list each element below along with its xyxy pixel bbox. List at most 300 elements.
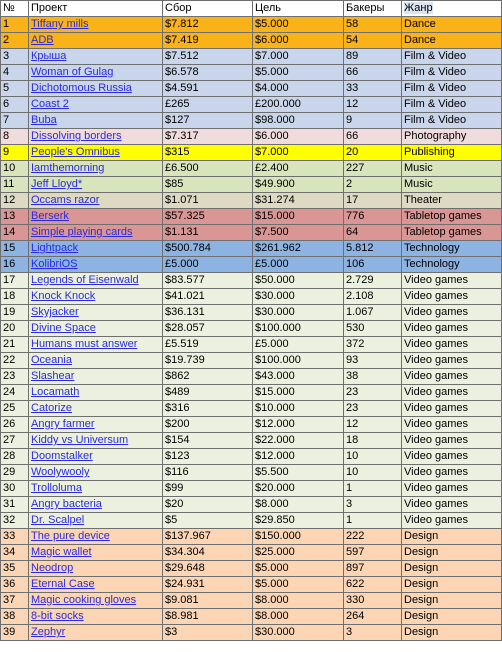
cell-project[interactable] [29, 113, 163, 129]
cell-genre[interactable]: Video games [402, 449, 502, 465]
cell-num[interactable]: 21 [1, 337, 29, 353]
cell-num[interactable]: 31 [1, 497, 29, 513]
cell-backers[interactable]: 9 [344, 113, 402, 129]
project-link[interactable]: Locamath [31, 386, 80, 398]
cell-genre[interactable]: Photography [402, 129, 502, 145]
cell-backers[interactable]: 12 [344, 417, 402, 433]
cell-num[interactable]: 27 [1, 433, 29, 449]
project-link[interactable]: Zephyr [31, 626, 66, 638]
cell-goal[interactable]: $25.000 [253, 545, 344, 561]
project-link[interactable]: Eternal Case [31, 578, 95, 590]
cell-collected[interactable]: $85 [163, 177, 253, 193]
cell-collected[interactable]: $6.578 [163, 65, 253, 81]
cell-goal[interactable]: £5.000 [253, 337, 344, 353]
cell-goal[interactable]: $15.000 [253, 209, 344, 225]
cell-goal[interactable]: $49.900 [253, 177, 344, 193]
cell-collected[interactable]: $20 [163, 497, 253, 513]
cell-goal[interactable]: $7.000 [253, 145, 344, 161]
cell-project[interactable] [29, 465, 163, 481]
cell-backers[interactable]: 2.729 [344, 273, 402, 289]
cell-project[interactable] [29, 449, 163, 465]
cell-collected[interactable]: $200 [163, 417, 253, 433]
cell-project[interactable] [29, 273, 163, 289]
cell-project[interactable] [29, 49, 163, 65]
cell-genre[interactable]: Technology [402, 257, 502, 273]
cell-goal[interactable]: $5.000 [253, 561, 344, 577]
cell-backers[interactable]: 18 [344, 433, 402, 449]
cell-goal[interactable]: $30.000 [253, 289, 344, 305]
cell-collected[interactable]: $1.071 [163, 193, 253, 209]
cell-genre[interactable]: Video games [402, 369, 502, 385]
cell-project[interactable] [29, 401, 163, 417]
cell-project[interactable] [29, 545, 163, 561]
cell-goal[interactable]: $43.000 [253, 369, 344, 385]
project-link[interactable]: Dr. Scalpel [31, 514, 85, 526]
cell-goal[interactable]: $20.000 [253, 481, 344, 497]
cell-goal[interactable]: $12.000 [253, 417, 344, 433]
cell-num[interactable]: 39 [1, 625, 29, 641]
project-link[interactable]: Doomstalker [31, 450, 93, 462]
cell-collected[interactable]: $123 [163, 449, 253, 465]
cell-collected[interactable]: $4.591 [163, 81, 253, 97]
cell-genre[interactable]: Film & Video [402, 65, 502, 81]
cell-genre[interactable]: Video games [402, 481, 502, 497]
cell-collected[interactable]: $41.021 [163, 289, 253, 305]
cell-collected[interactable]: £265 [163, 97, 253, 113]
project-link[interactable]: Dissolving borders [31, 130, 122, 142]
header-num[interactable]: № [1, 1, 29, 17]
table-row [1, 81, 502, 97]
cell-num[interactable]: 38 [1, 609, 29, 625]
header-goal[interactable]: Цель [253, 1, 344, 17]
cell-project[interactable] [29, 593, 163, 609]
cell-project[interactable] [29, 17, 163, 33]
project-link[interactable]: Simple playing cards [31, 226, 133, 238]
project-link[interactable]: Occams razor [31, 194, 100, 206]
cell-genre[interactable]: Design [402, 529, 502, 545]
cell-backers[interactable]: 530 [344, 321, 402, 337]
cell-project[interactable] [29, 337, 163, 353]
project-link[interactable]: Berserk [31, 210, 69, 222]
cell-goal[interactable]: $10.000 [253, 401, 344, 417]
cell-backers[interactable]: 227 [344, 161, 402, 177]
cell-collected[interactable]: $489 [163, 385, 253, 401]
cell-project[interactable] [29, 481, 163, 497]
cell-num[interactable]: 16 [1, 257, 29, 273]
project-link[interactable]: Dichotomous Russia [31, 82, 132, 94]
cell-project[interactable] [29, 353, 163, 369]
cell-backers[interactable]: 1.067 [344, 305, 402, 321]
cell-collected[interactable]: $36.131 [163, 305, 253, 321]
cell-backers[interactable]: 93 [344, 353, 402, 369]
cell-goal[interactable]: $8.000 [253, 497, 344, 513]
cell-num[interactable]: 4 [1, 65, 29, 81]
cell-backers[interactable]: 776 [344, 209, 402, 225]
cell-genre[interactable]: Video games [402, 513, 502, 529]
cell-collected[interactable]: $7.317 [163, 129, 253, 145]
cell-project[interactable] [29, 65, 163, 81]
cell-num[interactable]: 23 [1, 369, 29, 385]
cell-num[interactable]: 25 [1, 401, 29, 417]
cell-collected[interactable]: $127 [163, 113, 253, 129]
cell-goal[interactable]: $98.000 [253, 113, 344, 129]
table-row [1, 529, 502, 545]
cell-project[interactable] [29, 257, 163, 273]
cell-backers[interactable]: 372 [344, 337, 402, 353]
cell-goal[interactable]: $7.000 [253, 49, 344, 65]
cell-goal[interactable]: $5.000 [253, 577, 344, 593]
cell-genre[interactable]: Video games [402, 353, 502, 369]
project-link[interactable]: Neodrop [31, 562, 74, 574]
cell-num[interactable]: 17 [1, 273, 29, 289]
cell-num[interactable]: 10 [1, 161, 29, 177]
cell-genre[interactable]: Music [402, 177, 502, 193]
cell-genre[interactable]: Video games [402, 465, 502, 481]
project-link[interactable]: Magic cooking gloves [31, 594, 137, 606]
cell-project[interactable] [29, 577, 163, 593]
cell-num[interactable]: 29 [1, 465, 29, 481]
project-link[interactable]: Iamthemorning [31, 162, 105, 174]
cell-backers[interactable]: 17 [344, 193, 402, 209]
cell-goal[interactable]: $30.000 [253, 625, 344, 641]
cell-project[interactable] [29, 625, 163, 641]
cell-backers[interactable]: 64 [344, 225, 402, 241]
cell-goal[interactable]: £200.000 [253, 97, 344, 113]
table-row [1, 433, 502, 449]
cell-num[interactable]: 18 [1, 289, 29, 305]
cell-backers[interactable]: 23 [344, 401, 402, 417]
cell-num[interactable]: 32 [1, 513, 29, 529]
project-link[interactable]: Kiddy vs Universum [31, 434, 129, 446]
cell-backers[interactable]: 58 [344, 17, 402, 33]
cell-num[interactable]: 33 [1, 529, 29, 545]
cell-goal[interactable]: $5.000 [253, 65, 344, 81]
cell-genre[interactable]: Video games [402, 401, 502, 417]
cell-project[interactable] [29, 385, 163, 401]
cell-backers[interactable]: 5.812 [344, 241, 402, 257]
cell-goal[interactable]: $5.000 [253, 17, 344, 33]
cell-genre[interactable]: Film & Video [402, 97, 502, 113]
cell-genre[interactable]: Video games [402, 273, 502, 289]
cell-collected[interactable]: $7.812 [163, 17, 253, 33]
project-link[interactable]: Angry farmer [31, 418, 95, 430]
cell-num[interactable]: 19 [1, 305, 29, 321]
cell-goal[interactable]: $6.000 [253, 33, 344, 49]
cell-genre[interactable]: Video games [402, 385, 502, 401]
project-link[interactable]: Tiffany mills [31, 18, 89, 30]
cell-num[interactable]: 34 [1, 545, 29, 561]
cell-genre[interactable]: Video games [402, 321, 502, 337]
cell-backers[interactable]: 3 [344, 497, 402, 513]
table-row [1, 33, 502, 49]
project-link[interactable]: Knock Knock [31, 290, 96, 302]
cell-num[interactable]: 5 [1, 81, 29, 97]
cell-project[interactable] [29, 513, 163, 529]
cell-collected[interactable]: $19.739 [163, 353, 253, 369]
project-link[interactable]: Skyjacker [31, 306, 79, 318]
cell-backers[interactable]: 264 [344, 609, 402, 625]
cell-goal[interactable]: $150.000 [253, 529, 344, 545]
cell-backers[interactable]: 10 [344, 465, 402, 481]
project-link[interactable]: 8-bit socks [31, 610, 84, 622]
cell-num[interactable]: 3 [1, 49, 29, 65]
cell-num[interactable]: 8 [1, 129, 29, 145]
cell-project[interactable] [29, 609, 163, 625]
cell-backers[interactable]: 33 [344, 81, 402, 97]
cell-project[interactable] [29, 417, 163, 433]
cell-collected[interactable]: $1.131 [163, 225, 253, 241]
cell-goal[interactable]: $30.000 [253, 305, 344, 321]
project-link[interactable]: Slashear [31, 370, 75, 382]
cell-collected[interactable]: $34.304 [163, 545, 253, 561]
cell-num[interactable]: 11 [1, 177, 29, 193]
cell-project[interactable] [29, 561, 163, 577]
cell-num[interactable]: 15 [1, 241, 29, 257]
cell-backers[interactable]: 1 [344, 513, 402, 529]
cell-genre[interactable]: Design [402, 561, 502, 577]
cell-genre[interactable]: Tabletop games [402, 225, 502, 241]
cell-num[interactable]: 36 [1, 577, 29, 593]
cell-goal[interactable]: $4.000 [253, 81, 344, 97]
cell-backers[interactable]: 23 [344, 385, 402, 401]
cell-goal[interactable]: $29.850 [253, 513, 344, 529]
cell-backers[interactable]: 66 [344, 65, 402, 81]
cell-genre[interactable]: Dance [402, 33, 502, 49]
cell-collected[interactable]: $137.967 [163, 529, 253, 545]
cell-genre[interactable]: Design [402, 577, 502, 593]
cell-genre[interactable]: Theater [402, 193, 502, 209]
cell-goal[interactable]: $15.000 [253, 385, 344, 401]
cell-collected[interactable]: £6.500 [163, 161, 253, 177]
table-row [1, 209, 502, 225]
table-row [1, 145, 502, 161]
cell-num[interactable]: 13 [1, 209, 29, 225]
cell-genre[interactable]: Design [402, 625, 502, 641]
cell-genre[interactable]: Video games [402, 417, 502, 433]
cell-project[interactable] [29, 305, 163, 321]
cell-genre[interactable]: Design [402, 593, 502, 609]
cell-collected[interactable]: $862 [163, 369, 253, 385]
cell-genre[interactable]: Video games [402, 305, 502, 321]
project-link[interactable]: ADB [31, 34, 54, 46]
cell-backers[interactable]: 897 [344, 561, 402, 577]
header-backers[interactable]: Бакеры [344, 1, 402, 17]
table-row [1, 17, 502, 33]
cell-backers[interactable]: 38 [344, 369, 402, 385]
cell-collected[interactable]: £5.519 [163, 337, 253, 353]
cell-collected[interactable]: $3 [163, 625, 253, 641]
cell-collected[interactable]: $7.419 [163, 33, 253, 49]
cell-project[interactable] [29, 529, 163, 545]
cell-backers[interactable]: 10 [344, 449, 402, 465]
cell-collected[interactable]: $24.931 [163, 577, 253, 593]
cell-collected[interactable]: $116 [163, 465, 253, 481]
cell-collected[interactable]: $315 [163, 145, 253, 161]
cell-num[interactable]: 24 [1, 385, 29, 401]
cell-num[interactable]: 22 [1, 353, 29, 369]
cell-backers[interactable]: 12 [344, 97, 402, 113]
cell-backers[interactable]: 3 [344, 625, 402, 641]
cell-project[interactable] [29, 81, 163, 97]
cell-genre[interactable]: Technology [402, 241, 502, 257]
project-link[interactable]: Legends of Eisenwald [31, 274, 139, 286]
cell-genre[interactable]: Design [402, 545, 502, 561]
cell-backers[interactable]: 1 [344, 481, 402, 497]
table-row [1, 625, 502, 641]
cell-genre[interactable]: Video games [402, 433, 502, 449]
cell-num[interactable]: 12 [1, 193, 29, 209]
cell-goal[interactable]: £2.400 [253, 161, 344, 177]
project-link[interactable]: Jeff Lloyd* [31, 178, 83, 190]
cell-backers[interactable]: 222 [344, 529, 402, 545]
cell-num[interactable]: 9 [1, 145, 29, 161]
cell-goal[interactable]: $6.000 [253, 129, 344, 145]
cell-backers[interactable]: 89 [344, 49, 402, 65]
cell-collected[interactable]: $57.325 [163, 209, 253, 225]
project-link[interactable]: Trolloluma [31, 482, 82, 494]
cell-project[interactable] [29, 241, 163, 257]
cell-project[interactable] [29, 33, 163, 49]
cell-collected[interactable]: $83.577 [163, 273, 253, 289]
project-link[interactable]: The pure device [31, 530, 110, 542]
cell-project[interactable] [29, 97, 163, 113]
project-link[interactable]: KolibriOS [31, 258, 78, 270]
cell-genre[interactable]: Tabletop games [402, 209, 502, 225]
cell-goal[interactable]: $50.000 [253, 273, 344, 289]
header-genre[interactable] [402, 1, 502, 17]
cell-project[interactable] [29, 289, 163, 305]
cell-num[interactable]: 14 [1, 225, 29, 241]
project-link[interactable]: Magic wallet [31, 546, 92, 558]
cell-num[interactable]: 28 [1, 449, 29, 465]
cell-project[interactable] [29, 225, 163, 241]
cell-collected[interactable]: $154 [163, 433, 253, 449]
project-link[interactable]: Woman of Gulag [31, 66, 114, 78]
cell-goal[interactable]: $8.000 [253, 609, 344, 625]
cell-num[interactable]: 2 [1, 33, 29, 49]
cell-genre[interactable]: Music [402, 161, 502, 177]
project-link[interactable]: Humans must answer [31, 338, 138, 350]
project-link[interactable]: Coast 2 [31, 98, 69, 110]
cell-genre[interactable]: Video games [402, 337, 502, 353]
header-collected[interactable]: Сбор [163, 1, 253, 17]
cell-backers[interactable]: 2 [344, 177, 402, 193]
project-link[interactable]: Buba [31, 114, 57, 126]
cell-goal[interactable]: $100.000 [253, 353, 344, 369]
project-link[interactable]: Lightpack [31, 242, 79, 254]
cell-project[interactable] [29, 161, 163, 177]
cell-genre[interactable]: Film & Video [402, 49, 502, 65]
project-link[interactable]: Catorize [31, 402, 72, 414]
cell-goal[interactable]: $12.000 [253, 449, 344, 465]
table-row [1, 129, 502, 145]
cell-project[interactable] [29, 321, 163, 337]
cell-project[interactable] [29, 193, 163, 209]
table-row [1, 513, 502, 529]
table-row [1, 337, 502, 353]
cell-backers[interactable]: 20 [344, 145, 402, 161]
table-row [1, 577, 502, 593]
cell-genre[interactable]: Publishing [402, 145, 502, 161]
cell-num[interactable]: 37 [1, 593, 29, 609]
cell-num[interactable]: 26 [1, 417, 29, 433]
cell-backers[interactable]: 2.108 [344, 289, 402, 305]
cell-num[interactable]: 7 [1, 113, 29, 129]
cell-project[interactable] [29, 177, 163, 193]
table-row [1, 49, 502, 65]
cell-genre[interactable]: Dance [402, 17, 502, 33]
cell-goal[interactable]: $5.500 [253, 465, 344, 481]
cell-num[interactable]: 1 [1, 17, 29, 33]
header-row [1, 1, 502, 17]
table-row [1, 353, 502, 369]
cell-collected[interactable]: $316 [163, 401, 253, 417]
cell-goal[interactable]: $8.000 [253, 593, 344, 609]
cell-goal[interactable]: $31.274 [253, 193, 344, 209]
project-link[interactable]: Крыша [31, 50, 67, 62]
project-link[interactable]: Oceania [31, 354, 72, 366]
cell-collected[interactable]: $29.648 [163, 561, 253, 577]
table-row [1, 289, 502, 305]
cell-project[interactable] [29, 497, 163, 513]
cell-collected[interactable]: $8.981 [163, 609, 253, 625]
cell-goal[interactable]: £5.000 [253, 257, 344, 273]
cell-collected[interactable]: £5.000 [163, 257, 253, 273]
cell-collected[interactable]: $500.784 [163, 241, 253, 257]
cell-backers[interactable]: 66 [344, 129, 402, 145]
cell-project[interactable] [29, 129, 163, 145]
table-row [1, 369, 502, 385]
project-link[interactable]: People's Omnibus [31, 146, 120, 158]
cell-genre[interactable]: Video games [402, 497, 502, 513]
table-row [1, 561, 502, 577]
cell-genre[interactable]: Film & Video [402, 113, 502, 129]
project-link[interactable]: Woolywooly [31, 466, 90, 478]
cell-collected[interactable]: $7.512 [163, 49, 253, 65]
cell-collected[interactable]: $99 [163, 481, 253, 497]
cell-num[interactable]: 6 [1, 97, 29, 113]
cell-genre[interactable]: Film & Video [402, 81, 502, 97]
cell-num[interactable]: 30 [1, 481, 29, 497]
cell-backers[interactable]: 622 [344, 577, 402, 593]
project-link[interactable]: Angry bacteria [31, 498, 102, 510]
cell-num[interactable]: 20 [1, 321, 29, 337]
cell-project[interactable] [29, 145, 163, 161]
cell-goal[interactable]: $100.000 [253, 321, 344, 337]
cell-num[interactable]: 35 [1, 561, 29, 577]
cell-backers[interactable]: 106 [344, 257, 402, 273]
cell-goal[interactable]: $7.500 [253, 225, 344, 241]
cell-goal[interactable]: $22.000 [253, 433, 344, 449]
header-project[interactable]: Проект [29, 1, 163, 17]
cell-collected[interactable]: $5 [163, 513, 253, 529]
cell-project[interactable] [29, 209, 163, 225]
table-row [1, 545, 502, 561]
cell-genre[interactable]: Video games [402, 289, 502, 305]
cell-collected[interactable]: $28.057 [163, 321, 253, 337]
table-row [1, 481, 502, 497]
project-link[interactable]: Divine Space [31, 322, 96, 334]
cell-collected[interactable]: $9.081 [163, 593, 253, 609]
cell-genre[interactable]: Design [402, 609, 502, 625]
cell-goal[interactable]: $261.962 [253, 241, 344, 257]
cell-backers[interactable]: 330 [344, 593, 402, 609]
cell-backers[interactable]: 597 [344, 545, 402, 561]
cell-project[interactable] [29, 369, 163, 385]
cell-project[interactable] [29, 433, 163, 449]
cell-backers[interactable]: 54 [344, 33, 402, 49]
table-row [1, 305, 502, 321]
